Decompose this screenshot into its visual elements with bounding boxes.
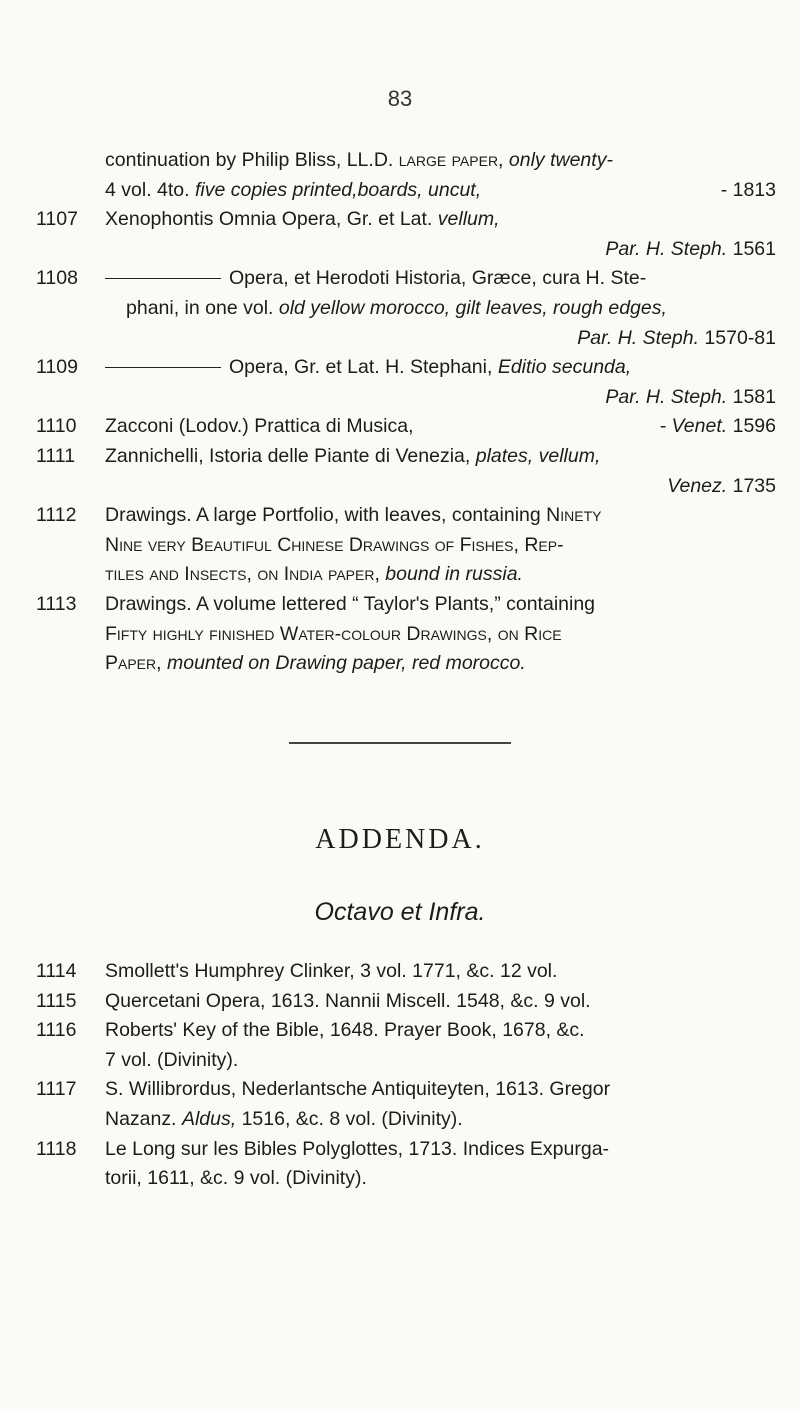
entry-line: [36, 560, 776, 590]
small-caps-text: Fifty highly finished Water-colour Drawings, on Rice: [105, 622, 562, 645]
entry-line: [36, 205, 776, 235]
entry-text: [105, 176, 776, 206]
entry-text: [105, 442, 776, 472]
entry-text: [105, 1046, 776, 1075]
ditto-dash: [105, 278, 221, 279]
catalogue-entries: [36, 146, 776, 679]
entry-line: [36, 264, 776, 294]
entry-text-segment: continuation by Philip Bliss, LL.D.: [105, 149, 399, 171]
entry-text: [105, 412, 776, 442]
entry-text: [105, 472, 776, 502]
entry-line: [36, 590, 776, 620]
entry-line: [36, 501, 776, 531]
entry-text: [105, 1164, 776, 1193]
entry-line: [36, 1135, 776, 1165]
small-caps-text: Nine very Beautiful Chinese Drawings of Fishes, Rep-: [105, 533, 564, 556]
imprint-place: Par. H. Steph.: [605, 385, 728, 408]
imprint: [721, 176, 776, 206]
entry-text: [105, 649, 776, 679]
lot-number: 1118: [36, 1137, 77, 1160]
entry-text: [105, 383, 776, 413]
lot-number: 1117: [36, 1078, 77, 1101]
addenda-subheading: Octavo et Infra.: [314, 898, 486, 926]
italic-text: five copies printed,: [194, 178, 358, 201]
entry-text: [105, 620, 776, 650]
entry-text-segment: torii, 1611, &c. 9 vol. (Divinity).: [105, 1167, 367, 1190]
entry-text-segment: phani, in one vol.: [126, 296, 279, 319]
entry-text-segment: Nazanz.: [105, 1107, 182, 1130]
entry-text-segment: Drawings. A large Portfolio, with leaves, containing: [105, 504, 547, 527]
lot-number: 1114: [36, 960, 77, 982]
entry-line: [36, 1046, 776, 1076]
entry-text: [105, 1075, 776, 1104]
lot-number: 1109: [36, 356, 78, 379]
entry-text-segment: S. Willibrordus, Nederlantsche Antiquiteyten, 1613. Gregor: [105, 1078, 611, 1101]
entry-line: [36, 1075, 776, 1105]
entry-text: [105, 146, 776, 176]
small-caps-text: tiles and Insects, on India paper,: [105, 563, 380, 586]
imprint-year: 1581: [727, 385, 776, 408]
entry-text: [105, 987, 776, 1016]
section-divider: [289, 742, 511, 744]
entry-line: [36, 620, 776, 650]
imprint-year: 1735: [727, 474, 776, 497]
lot-number: 1107: [36, 208, 78, 231]
entry-text-segment: Opera, et Herodoti Historia, Græce, cura H. Ste-: [229, 267, 647, 290]
page-number: 83: [387, 86, 413, 111]
entry-text: [105, 1105, 776, 1134]
italic-text: Editio secunda,: [497, 356, 632, 379]
entry-line: [36, 472, 776, 502]
entry-text: [105, 560, 776, 590]
entry-text-segment: Drawings. A volume lettered “ Taylor's Plants,” containing: [105, 592, 596, 615]
lot-number: 1113: [36, 592, 77, 615]
entry-text-segment: 1516, &c. 8 vol. (Divinity).: [236, 1107, 463, 1130]
entry-line: [36, 353, 776, 383]
ditto-dash: [105, 367, 221, 368]
entry-line: [36, 531, 776, 561]
entry-text: [105, 264, 776, 294]
entry-text-segment: Quercetani Opera, 1613. Nannii Miscell. 1548, &c. 9 vol.: [105, 989, 591, 1012]
entry-text: [105, 235, 776, 265]
italic-text: only twenty-: [503, 149, 613, 171]
italic-text: mounted on Drawing paper, red morocco.: [161, 652, 526, 675]
entry-line: [36, 987, 776, 1017]
entry-text-segment: Xenophontis Omnia Opera, Gr. et Lat.: [105, 208, 438, 231]
lot-number: 1111: [36, 444, 76, 467]
entry-text: [105, 353, 776, 383]
entry-text-segment: Zacconi (Lodov.) Prattica di Musica,: [105, 415, 414, 438]
entry-text-segment: Le Long sur les Bibles Polyglottes, 1713. Indices Expurga-: [105, 1137, 610, 1160]
imprint-year: - 1813: [720, 178, 776, 201]
imprint-year: 1570-81: [699, 326, 776, 349]
imprint: [660, 412, 776, 442]
italic-text: old yellow morocco, gilt leaves, rough edges,: [278, 296, 667, 319]
addenda-entries: [36, 957, 776, 1194]
entry-text-segment: 4 vol. 4to.: [105, 178, 195, 201]
small-caps-text: large paper,: [398, 149, 504, 171]
entry-text: [105, 1016, 776, 1045]
entry-text-segment: Opera, Gr. et Lat. H. Stephani,: [229, 356, 498, 379]
italic-text: vellum,: [437, 208, 500, 231]
entry-text: [126, 294, 776, 324]
entry-line: [36, 383, 776, 413]
addenda-heading: ADDENDA.: [315, 824, 485, 855]
imprint-place: - Venet.: [659, 415, 728, 438]
lot-number: 1115: [36, 989, 77, 1012]
entry-text: [105, 501, 776, 531]
lot-number: 1116: [36, 1019, 77, 1042]
lot-number: 1110: [36, 415, 77, 438]
entry-line: [36, 1105, 776, 1135]
imprint-year: 1561: [727, 237, 776, 260]
italic-text: plates, vellum,: [475, 444, 601, 467]
imprint-year: 1596: [727, 415, 776, 438]
entry-line: [36, 235, 776, 265]
entry-line: [36, 146, 776, 176]
entry-text: [105, 1135, 776, 1164]
entry-text: [105, 590, 776, 620]
imprint-place: Par. H. Steph.: [577, 326, 700, 349]
italic-text: bound in russia.: [379, 563, 523, 586]
small-caps-text: Ninety: [546, 504, 602, 527]
entry-line: [36, 294, 776, 324]
entry-line: [36, 442, 776, 472]
lot-number: 1112: [36, 504, 77, 527]
entry-text: [105, 957, 776, 986]
entry-line: [36, 1164, 776, 1194]
entry-text-segment: Smollett's Humphrey Clinker, 3 vol. 1771, &c. 12 vol.: [105, 960, 558, 982]
entry-line: [36, 176, 776, 206]
entry-text-segment: 7 vol. (Divinity).: [105, 1048, 239, 1071]
italic-text: boards, uncut,: [357, 178, 482, 201]
small-caps-text: Paper,: [105, 652, 162, 675]
imprint-place: Par. H. Steph.: [605, 237, 728, 260]
imprint-place: Venez.: [667, 474, 728, 497]
entry-line: [36, 1016, 776, 1046]
entry-text-segment: Zannichelli, Istoria delle Piante di Venezia,: [105, 444, 476, 467]
lot-number: 1108: [36, 267, 78, 290]
entry-line: [36, 412, 776, 442]
italic-text: Aldus,: [181, 1107, 237, 1130]
entry-text: [105, 531, 776, 561]
entry-text: [105, 205, 776, 235]
entry-text: [105, 324, 776, 354]
entry-line: [36, 957, 776, 987]
entry-line: [36, 649, 776, 679]
entry-text-segment: Roberts' Key of the Bible, 1648. Prayer Book, 1678, &c.: [105, 1019, 585, 1042]
entry-line: [36, 324, 776, 354]
